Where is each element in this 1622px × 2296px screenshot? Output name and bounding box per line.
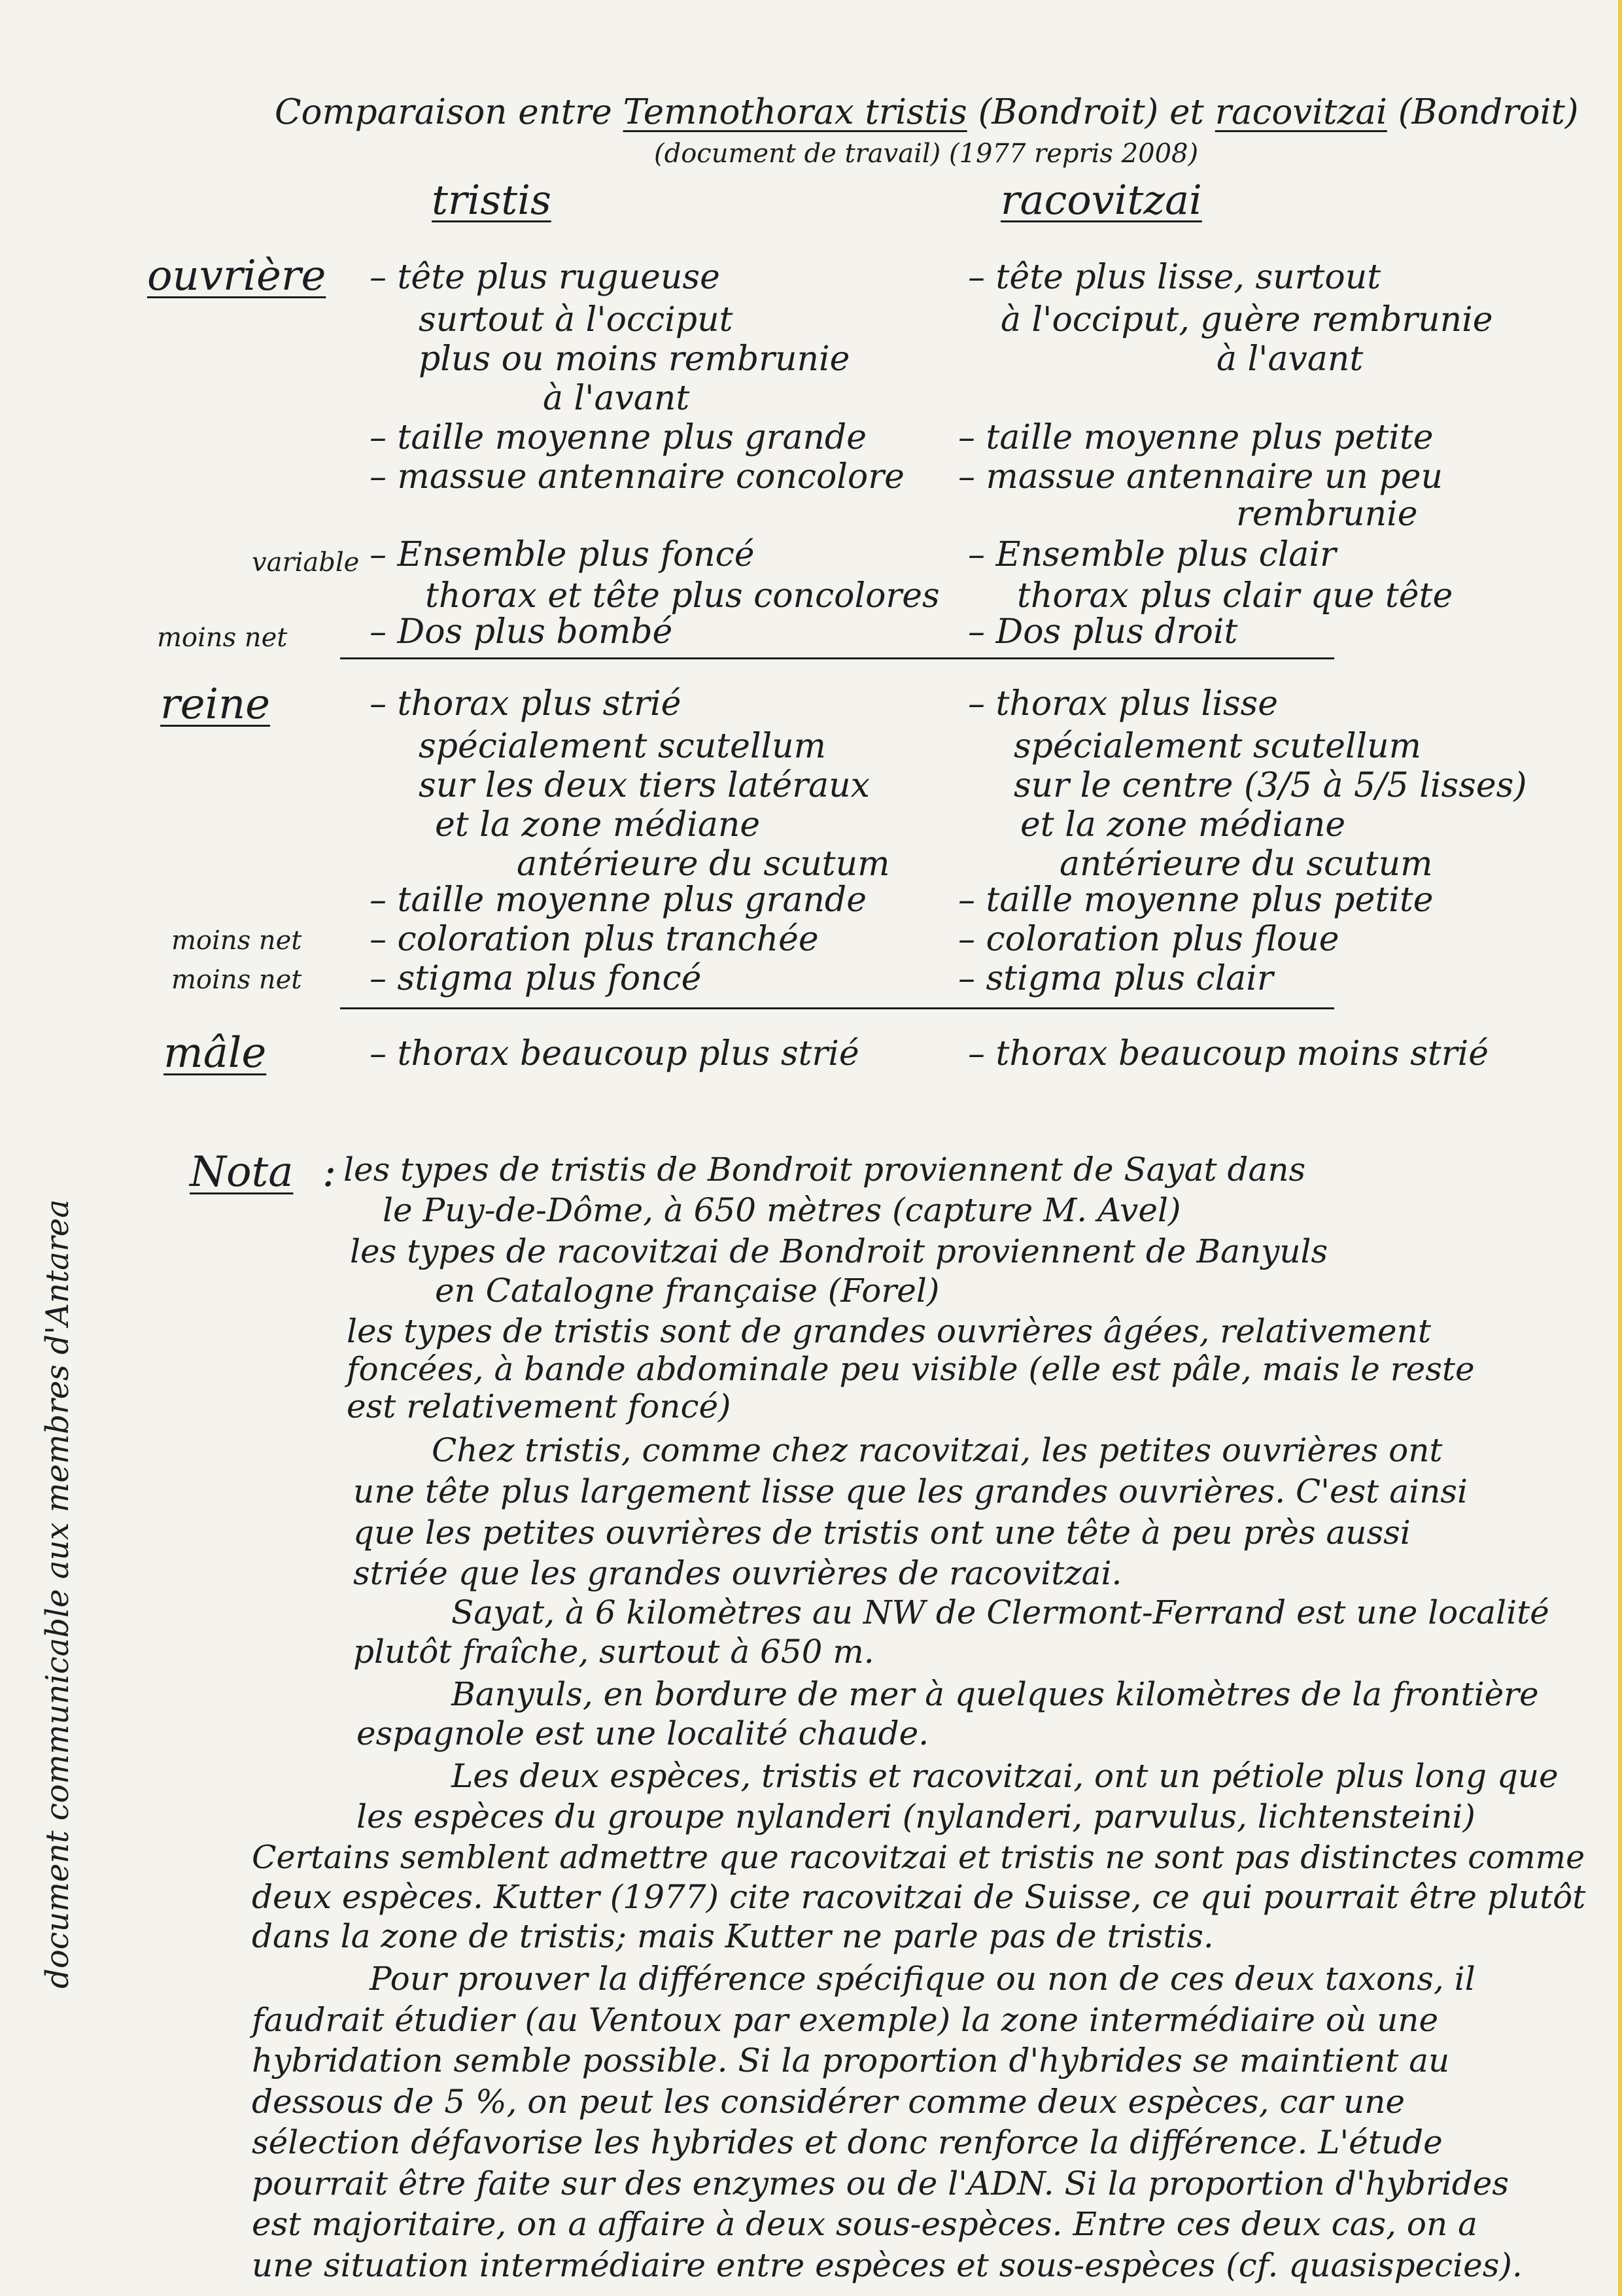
divider-line <box>340 1007 1334 1009</box>
reine-right-line: spécialement scutellum <box>1014 727 1421 766</box>
nota-line: les types de tristis de Bondroit proviennent de Sayat dans <box>343 1151 1306 1189</box>
ouvriere-right3-line: – Dos plus droit <box>968 612 1238 652</box>
reine-right-line: – coloration plus floue <box>958 920 1339 959</box>
category-male: mâle <box>164 1029 267 1077</box>
ouvriere-right-line: à l'avant <box>1216 339 1364 379</box>
nota-line: plutôt fraîche, surtout à 650 m. <box>353 1633 874 1671</box>
nota-line: dessous de 5 %, on peut les considérer comme deux espèces, car une <box>252 2083 1406 2121</box>
nota-line: Banyuls, en bordure de mer à quelques kilomètres de la frontière <box>451 1675 1539 1713</box>
nota-line: foncées, à bande abdominale peu visible (elle est pâle, mais le reste <box>347 1350 1475 1388</box>
nota-line: Certains semblent admettre que racovitzai et tristis ne sont pas distinctes comme <box>252 1839 1585 1876</box>
side-note: document communicable aux membres d'Antarea <box>39 1199 76 1989</box>
nota-line: est majoritaire, on a affaire à deux sous-espèces. Entre ces deux cas, on a <box>252 2205 1477 2243</box>
ouvriere-left-line: surtout à l'occiput <box>419 300 733 339</box>
document-title <box>275 92 1579 132</box>
nota-line: le Puy-de-Dôme, à 650 mètres (capture M. Avel) <box>383 1191 1181 1229</box>
nota-line: dans la zone de tristis; mais Kutter ne parle pas de tristis. <box>252 1917 1214 1955</box>
nota-line: les types de tristis sont de grandes ouvrières âgées, relativement <box>347 1312 1431 1350</box>
reine-left-line: – thorax plus strié <box>370 684 682 723</box>
reine-right-line: sur le centre (3/5 à 5/5 lisses) <box>1014 766 1527 805</box>
nota-line: hybridation semble possible. Si la proportion d'hybrides se maintient au <box>252 2042 1450 2079</box>
reine-left-line: et la zone médiane <box>435 805 761 844</box>
ouvriere-right-line: – tête plus lisse, surtout <box>968 258 1381 297</box>
ouvriere-left2-line: thorax et tête plus concolores <box>425 576 940 616</box>
reine-left-line: antérieure du scutum <box>517 844 890 884</box>
nota-line: sélection défavorise les hybrides et donc renforce la différence. L'étude <box>252 2123 1443 2161</box>
nota-line: espagnole est une localité chaude. <box>356 1714 929 1752</box>
note-moins-net-1: moins net <box>171 926 302 956</box>
nota-line: une tête plus largement lisse que les grandes ouvrières. C'est ainsi <box>353 1472 1468 1510</box>
ouvriere-left2-line: – Ensemble plus foncé <box>370 535 755 574</box>
note-moins-net-2: moins net <box>171 965 302 995</box>
nota-line: les types de racovitzai de Bondroit proviennent de Banyuls <box>350 1232 1328 1270</box>
title-species-2: racovitzai <box>1215 92 1387 132</box>
nota-label <box>190 1148 337 1196</box>
ouvriere-left-line: – taille moyenne plus grande <box>370 418 867 457</box>
reine-left-line: – taille moyenne plus grande <box>370 880 867 920</box>
reine-left-line: spécialement scutellum <box>419 727 826 766</box>
title-text-3: (Bondroit) <box>1387 92 1579 132</box>
male-left-line: – thorax beaucoup plus strié <box>370 1034 859 1073</box>
ouvriere-right-line: rembrunie <box>1236 495 1418 534</box>
title-text-1: Comparaison entre <box>275 92 623 132</box>
nota-line: deux espèces. Kutter (1977) cite racovitzai de Suisse, ce qui pourrait être plutôt <box>252 1878 1586 1916</box>
reine-right-line: – stigma plus clair <box>958 959 1273 998</box>
reine-left-line: – coloration plus tranchée <box>370 920 819 959</box>
title-species-1: Temnothorax tristis <box>623 92 967 132</box>
category-reine: reine <box>160 680 271 729</box>
reine-right-line: – thorax plus lisse <box>968 684 1278 723</box>
nota-line: les espèces du groupe nylanderi (nylanderi, parvulus, lichtensteini) <box>356 1798 1475 1835</box>
nota-line: une situation intermédiaire entre espèces et sous-espèces (cf. quasispecies). <box>252 2246 1523 2284</box>
ouvriere-right-line: – taille moyenne plus petite <box>958 418 1434 457</box>
reine-left-line: sur les deux tiers latéraux <box>419 766 870 805</box>
divider-line <box>340 657 1334 659</box>
ouvriere-left-line: plus ou moins rembrunie <box>419 339 850 379</box>
nota-line: en Catalogne française (Forel) <box>435 1272 940 1310</box>
ouvriere-left-line: – massue antennaire concolore <box>370 457 905 496</box>
page-edge-strip <box>1618 0 1622 2296</box>
nota-line: Chez tristis, comme chez racovitzai, les petites ouvrières ont <box>432 1431 1443 1469</box>
category-ouvriere: ouvrière <box>147 252 326 300</box>
nota-line: Pour prouver la différence spécifique ou non de ces deux taxons, il <box>370 1960 1475 1998</box>
nota-line: Sayat, à 6 kilomètres au NW de Clermont-Ferrand est une localité <box>451 1593 1549 1631</box>
reine-left-line: – stigma plus foncé <box>370 959 702 998</box>
title-text-2: (Bondroit) et <box>967 92 1215 132</box>
ouvriere-left3-line: – Dos plus bombé <box>370 612 673 652</box>
nota-line: faudrait étudier (au Ventoux par exemple) la zone intermédiaire où une <box>252 2001 1439 2039</box>
column-header-tristis: tristis <box>432 176 551 224</box>
ouvriere-right-line: à l'occiput, guère rembrunie <box>1001 300 1493 339</box>
nota-line: striée que les grandes ouvrières de racovitzai. <box>353 1554 1122 1592</box>
nota-line: Les deux espèces, tristis et racovitzai, ont un pétiole plus long que <box>451 1757 1559 1795</box>
nota-line: est relativement foncé) <box>347 1387 731 1425</box>
ouvriere-left-line: à l'avant <box>543 379 690 418</box>
ouvriere-right2-line: – Ensemble plus clair <box>968 535 1336 574</box>
nota-line: pourrait être faite sur des enzymes ou de l'ADN. Si la proportion d'hybrides <box>252 2165 1510 2202</box>
male-right-line: – thorax beaucoup moins strié <box>968 1034 1489 1073</box>
reine-right-line: antérieure du scutum <box>1060 844 1433 884</box>
document-subtitle: (document de travail) (1977 repris 2008) <box>654 139 1199 169</box>
ouvriere-right-line: – massue antennaire un peu <box>958 457 1443 496</box>
nota-colon: : <box>322 1148 337 1196</box>
column-header-racovitzai: racovitzai <box>1001 176 1202 224</box>
nota-label-text: Nota <box>190 1148 294 1196</box>
ouvriere-left-line: – tête plus rugueuse <box>370 258 720 297</box>
reine-right-line: – taille moyenne plus petite <box>958 880 1434 920</box>
ouvriere-right2-line: thorax plus clair que tête <box>1017 576 1453 616</box>
note-moins-net: moins net <box>157 623 288 653</box>
nota-line: que les petites ouvrières de tristis ont une tête à peu près aussi <box>353 1514 1411 1552</box>
reine-right-line: et la zone médiane <box>1020 805 1346 844</box>
note-variable: variable <box>252 548 360 578</box>
